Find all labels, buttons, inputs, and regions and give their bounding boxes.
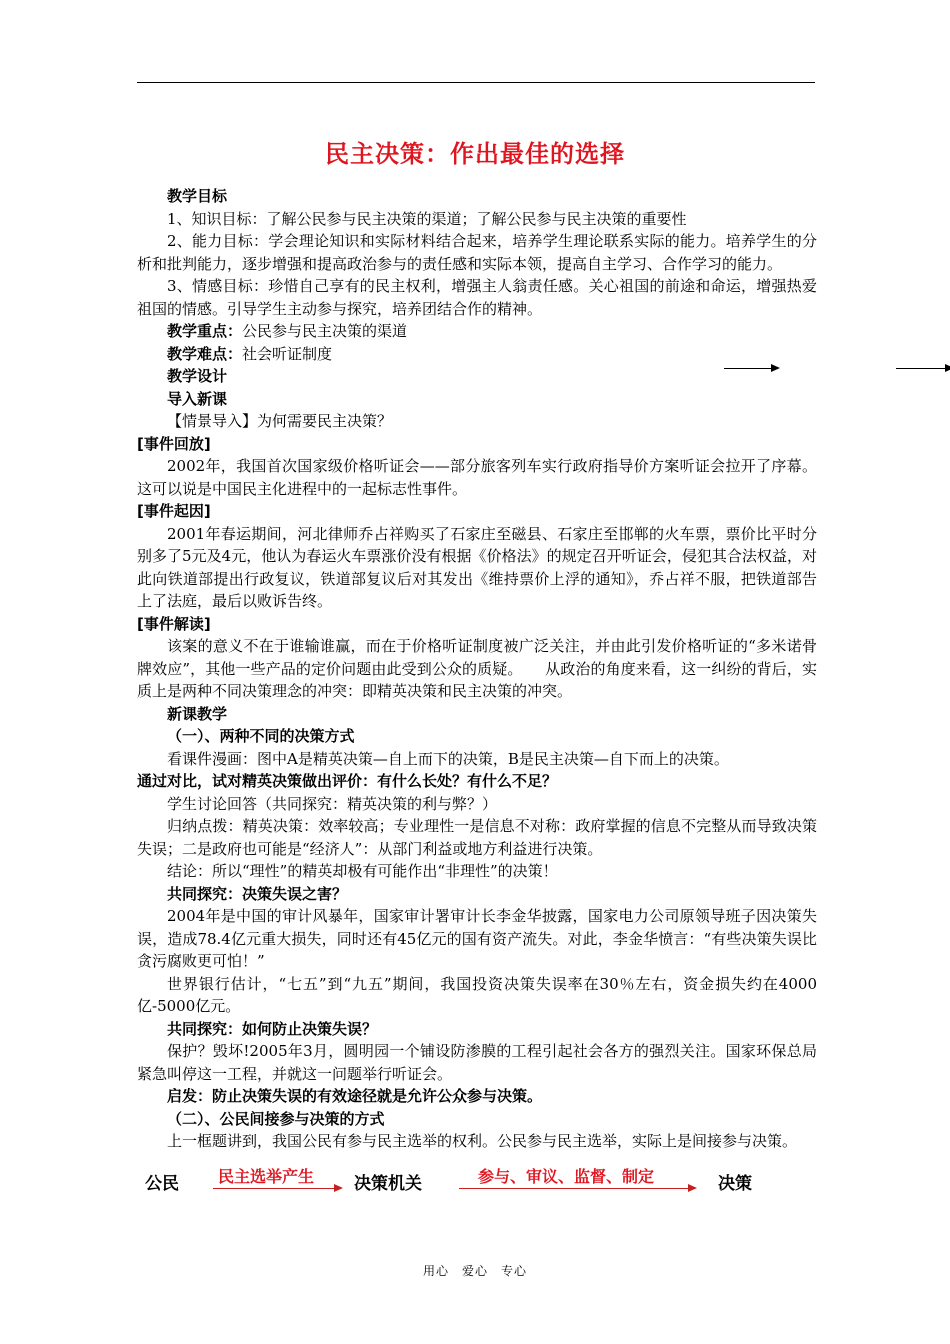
paragraph: 2004年是中国的审计风暴年，国家审计署审计长李金华披露，国家电力公司原领导班子因决策失误，造成78.4亿元重大损失，同时还有45亿元的国有资产流失。对此，李金华愤言：“有些决策失误比贪污腐败更可怕！” [137,907,817,970]
paragraph: 看课件漫画：图中A是精英决策—自上而下的决策，B是民主决策—自下而上的决策。 [167,749,729,768]
flow-node-citizen: 公民 [145,1174,179,1194]
paragraph: 保护？毁坏!2005年3月，圆明园一个铺设防渗膜的工程引起社会各方的强烈关注。国家环保总局紧急叫停这一工程，并就这一问题举行听证会。 [137,1042,817,1083]
page-footer: 用心 爱心 专心 [422,1264,527,1278]
paragraph: 该案的意义不在于谁输谁赢，而在于价格听证制度被广泛关注，并由此引发价格听证的“多米诺骨牌效应”，其他一些产品的定价问题由此受到公众的质疑。 从政治的角度来看，这一纠纷的背后，实质上是两种不同决策理念的冲突：即精英决策和民主决策的冲突。 [137,637,817,700]
paragraph: （一）、两种不同的决策方式 [167,727,355,745]
header-rule [137,82,815,83]
paragraph: 新课教学 [167,704,228,723]
paragraph: 共同探究：决策失误之害？ [167,884,348,903]
flow-arrow-icon [459,1188,695,1189]
arrow-icon [724,368,778,369]
page-title: 民主决策：作出最佳的选择 [325,140,625,168]
flow-node-decision-organ: 决策机关 [354,1174,422,1194]
paragraph: 【情景导入】为何需要民主决策？ [167,412,393,430]
paragraph [137,320,817,343]
paragraph: [事件解读] [137,614,211,633]
paragraph-text: 社会听证制度 [242,344,333,363]
paragraph: 世界银行估计，“七五”到“九五”期间，我国投资决策失误率在30％左右，资金损失约在4000亿-5000亿元。 [137,974,817,1015]
paragraph-label: 教学重点： [167,322,243,340]
flow-label-participation: 参与、审议、监督、制定 [478,1167,655,1186]
paragraph: [事件起因] [137,502,211,520]
paragraph [137,343,817,366]
paragraph: 通过对比，试对精英决策做出评价：有什么长处？有什么不足？ [137,772,558,790]
flow-label-election: 民主选举产生 [218,1167,315,1186]
paragraph: 1、知识目标：了解公民参与民主决策的渠道；了解公民参与民主决策的重要性 [167,209,687,228]
paragraph: 共同探究：如何防止决策失误？ [167,1019,378,1038]
paragraph: 导入新课 [167,389,228,408]
paragraph: 学生讨论回答（共同探究：精英决策的利与弊？） [167,794,498,813]
paragraph: 归纳点拨：精英决策：效率较高；专业理性一是信息不对称：政府掌握的信息不完整从而导致决策失误；二是政府也可能是“经济人”：从部门利益或地方利益进行决策。 [137,817,817,858]
document-body [137,185,817,1153]
paragraph: 2001年春运期间，河北律师乔占祥购买了石家庄至磁县、石家庄至邯郸的火车票，票价比平时分别多了5元及4元，他认为春运火车票涨价没有根据《价格法》的规定召开听证会，侵犯其合法权益，对此向铁道部提出行政复议，铁道部复议后对其发出《维持票价上浮的通知》，乔占祥不服，把铁道部告上了法庭，最后以败诉告终。 [137,524,817,610]
paragraph: [事件回放] [137,434,211,453]
arrow-icon [896,368,950,369]
paragraph: 结论：所以“理性”的精英却极有可能作出“非理性”的决策！ [167,862,558,880]
flow-node-decision: 决策 [718,1174,752,1194]
paragraph: 2002年，我国首次国家级价格听证会——部分旅客列车实行政府指导价方案听证会拉开了序幕。这可以说是中国民主化进程中的一起标志性事件。 [137,457,817,498]
paragraph: 教学设计 [167,367,228,385]
paragraph: 上一框题讲到，我国公民有参与民主选举的权利。公民参与民主选举，实际上是间接参与决策。 [167,1132,798,1150]
paragraph: （二）、公民间接参与决策的方式 [167,1109,385,1128]
paragraph: 2、能力目标：学会理论知识和实际材料结合起来，培养学生理论联系实际的能力。培养学生的分析和批判能力，逐步增强和提高政治参与的责任感和实际本领，提高自主学习、合作学习的能力。 [137,232,817,273]
paragraph: 教学目标 [167,187,228,205]
flow-arrow-icon [213,1188,341,1189]
paragraph-text: 公民参与民主决策的渠道 [242,322,408,340]
paragraph-label: 教学难点： [167,344,243,363]
paragraph: 启发：防止决策失误的有效途径就是允许公众参与决策。 [167,1087,543,1105]
paragraph: 3、情感目标：珍惜自己享有的民主权利，增强主人翁责任感。关心祖国的前途和命运，增强热爱祖国的情感。引导学生主动参与探究，培养团结合作的精神。 [137,277,817,318]
